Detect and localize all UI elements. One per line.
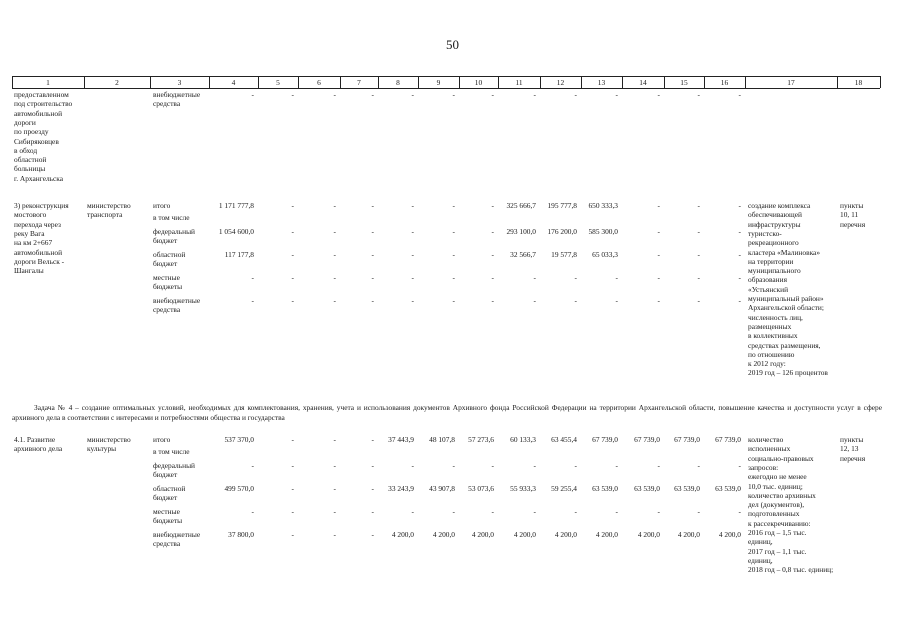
funding-value: - xyxy=(291,461,294,470)
funding-value: - xyxy=(333,273,336,282)
funding-value: - xyxy=(657,507,660,516)
note-reference: пункты xyxy=(840,435,864,444)
funding-source: итого xyxy=(153,201,171,210)
funding-source: федеральный xyxy=(153,227,195,236)
column-number: 4 xyxy=(231,78,236,87)
funding-value: 4 200,0 xyxy=(554,530,577,539)
funding-value: 32 566,7 xyxy=(510,250,536,259)
task-heading: Задача № 4 – создание оптимальных условий, необходимых для комплектования, хранения, учета и использования документов Архивного фонда Российской Федерации на территории Архангельской области, повышение качества и доступности услуг в сфере архивного дела в соответствии с интересами и потребностями общества и государства xyxy=(12,403,882,422)
funding-source: в том числе xyxy=(153,447,190,456)
funding-value: 67 739,0 xyxy=(592,435,618,444)
target-indicator: в коллективных xyxy=(748,331,798,341)
page-number: 50 xyxy=(446,37,459,52)
target-indicator: обеспечивающей xyxy=(748,210,802,220)
funding-value: - xyxy=(697,461,700,470)
note-reference: перечня xyxy=(840,453,866,463)
funding-value: 585 300,0 xyxy=(588,227,618,236)
column-number: 9 xyxy=(436,78,441,87)
funding-value: 19 577,8 xyxy=(551,250,577,259)
activity-name: Шангалы xyxy=(14,266,44,276)
target-indicator: численность лиц, xyxy=(748,312,803,322)
funding-source: в том числе xyxy=(153,213,190,222)
funding-value: - xyxy=(251,296,254,305)
funding-value: - xyxy=(657,227,660,236)
column-number: 11 xyxy=(515,78,523,87)
funding-value: - xyxy=(333,250,336,259)
activity-name: 4.1. Развитие xyxy=(14,435,56,444)
funding-value: 195 777,8 xyxy=(547,201,577,210)
funding-value: - xyxy=(491,250,494,259)
funding-value: - xyxy=(738,250,741,259)
funding-value: - xyxy=(657,461,660,470)
funding-value: - xyxy=(574,90,577,99)
funding-value: - xyxy=(291,250,294,259)
funding-value: - xyxy=(411,250,414,259)
funding-value: - xyxy=(371,435,374,444)
funding-value: - xyxy=(738,461,741,470)
funding-source: бюджет xyxy=(153,493,178,503)
funding-value: 1 054 600,0 xyxy=(218,227,254,236)
funding-value: 4 200,0 xyxy=(471,530,494,539)
funding-value: - xyxy=(491,227,494,236)
funding-value: - xyxy=(697,507,700,516)
funding-value: 650 333,3 xyxy=(588,201,618,210)
funding-value: - xyxy=(371,227,374,236)
funding-value: - xyxy=(333,530,336,539)
funding-source: областной xyxy=(153,250,186,259)
funding-value: - xyxy=(452,507,455,516)
funding-source: областной xyxy=(153,484,186,493)
target-indicator: 2019 год – 126 процентов xyxy=(748,368,828,378)
target-indicator: 2018 год – 0,8 тыс. единиц; xyxy=(748,565,834,575)
target-indicator: социально-правовых xyxy=(748,453,814,463)
funding-value: - xyxy=(411,507,414,516)
target-indicator: к 2012 году: xyxy=(748,359,786,369)
activity-name: перехода через xyxy=(14,219,61,229)
funding-value: 1 171 777,8 xyxy=(218,201,254,210)
funding-value: - xyxy=(697,201,700,210)
funding-value: - xyxy=(738,90,741,99)
target-indicator: 2017 год – 1,1 тыс. xyxy=(748,546,807,556)
funding-value: - xyxy=(615,90,618,99)
funding-value: 63 455,4 xyxy=(551,435,577,444)
funding-value: - xyxy=(371,484,374,493)
funding-value: 117 177,8 xyxy=(224,250,254,259)
funding-value: - xyxy=(491,507,494,516)
funding-value: - xyxy=(291,484,294,493)
funding-value: - xyxy=(574,461,577,470)
funding-value: - xyxy=(657,201,660,210)
funding-value: 4 200,0 xyxy=(677,530,700,539)
funding-value: - xyxy=(657,90,660,99)
funding-value: - xyxy=(738,507,741,516)
target-indicator: по отношению xyxy=(748,349,795,359)
funding-value: - xyxy=(333,435,336,444)
target-indicator: туристско- xyxy=(748,228,782,238)
target-indicator: запросов: xyxy=(748,462,779,472)
funding-value: 67 739,0 xyxy=(674,435,700,444)
funding-value: 499 570,0 xyxy=(224,484,254,493)
funding-value: 293 100,0 xyxy=(506,227,536,236)
target-indicator: исполненных xyxy=(748,444,791,454)
funding-source: бюджет xyxy=(153,236,178,246)
funding-value: - xyxy=(333,90,336,99)
funding-value: - xyxy=(371,296,374,305)
funding-value: - xyxy=(615,296,618,305)
funding-value: - xyxy=(574,296,577,305)
funding-value: - xyxy=(452,227,455,236)
funding-value: - xyxy=(697,250,700,259)
funding-value: - xyxy=(411,296,414,305)
responsible-executor: министерство xyxy=(87,435,131,444)
funding-value: 53 073,6 xyxy=(468,484,494,493)
activity-name: больницы xyxy=(14,164,46,174)
funding-value: - xyxy=(411,461,414,470)
funding-value: - xyxy=(291,507,294,516)
funding-value: - xyxy=(697,227,700,236)
funding-value: - xyxy=(533,461,536,470)
funding-source: бюджеты xyxy=(153,282,183,292)
funding-value: 4 200,0 xyxy=(513,530,536,539)
responsible-executor: транспорта xyxy=(87,210,123,220)
funding-value: - xyxy=(533,90,536,99)
column-number: 6 xyxy=(317,78,321,87)
column-number: 16 xyxy=(720,78,729,87)
target-indicator: Архангельской области; xyxy=(748,303,824,313)
target-indicator: на территории xyxy=(748,256,794,266)
funding-value: - xyxy=(291,90,294,99)
column-number: 12 xyxy=(556,78,565,87)
funding-source: бюджет xyxy=(153,259,178,269)
funding-value: 65 033,3 xyxy=(592,250,618,259)
funding-value: - xyxy=(615,273,618,282)
target-indicator: создание комплекса xyxy=(748,201,811,210)
funding-source: бюджеты xyxy=(153,516,183,526)
target-indicator: «Устьянский xyxy=(748,284,789,294)
funding-value: - xyxy=(533,296,536,305)
funding-value: - xyxy=(371,273,374,282)
funding-value: - xyxy=(371,250,374,259)
funding-value: - xyxy=(491,273,494,282)
funding-value: - xyxy=(333,201,336,210)
funding-value: - xyxy=(291,530,294,539)
funding-value: - xyxy=(615,461,618,470)
column-number: 14 xyxy=(639,78,647,87)
activity-name: мостового xyxy=(14,210,47,220)
funding-value: 63 539,0 xyxy=(715,484,741,493)
column-number: 15 xyxy=(680,78,688,87)
funding-value: 67 739,0 xyxy=(634,435,660,444)
funding-source: итого xyxy=(153,435,171,444)
note-reference: пункты xyxy=(840,201,864,210)
funding-value: 37 800,0 xyxy=(228,530,254,539)
funding-source: местные xyxy=(153,507,180,516)
funding-value: - xyxy=(371,461,374,470)
funding-value: - xyxy=(491,461,494,470)
funding-value: - xyxy=(491,296,494,305)
activity-name: областной xyxy=(14,155,47,165)
funding-value: - xyxy=(697,90,700,99)
funding-value: 48 107,8 xyxy=(429,435,455,444)
activity-name: предоставленном xyxy=(14,90,69,99)
table-rule xyxy=(12,88,880,89)
funding-value: - xyxy=(333,507,336,516)
funding-value: - xyxy=(738,227,741,236)
note-reference: перечня xyxy=(840,219,866,229)
funding-value: - xyxy=(533,273,536,282)
funding-value: 63 539,0 xyxy=(674,484,700,493)
activity-name: автомобильной xyxy=(14,247,63,257)
column-number: 17 xyxy=(787,78,795,87)
column-number: 18 xyxy=(854,78,863,87)
funding-value: - xyxy=(371,201,374,210)
funding-value: - xyxy=(615,507,618,516)
target-indicator: к рассекречиванию: xyxy=(748,518,811,528)
target-indicator: дел (документов), xyxy=(748,500,805,510)
target-indicator: количество архивных xyxy=(748,490,816,500)
funding-value: 4 200,0 xyxy=(718,530,741,539)
funding-value: - xyxy=(657,250,660,259)
activity-name: 3) реконструкция xyxy=(14,201,69,210)
funding-value: - xyxy=(291,201,294,210)
column-number: 2 xyxy=(115,78,119,87)
column-number: 10 xyxy=(474,78,483,87)
funding-value: - xyxy=(371,90,374,99)
funding-value: - xyxy=(452,90,455,99)
table-rule xyxy=(12,76,880,77)
funding-value: 63 539,0 xyxy=(592,484,618,493)
column-number: 7 xyxy=(357,78,361,87)
funding-value: - xyxy=(738,296,741,305)
funding-source: местные xyxy=(153,273,180,282)
funding-value: - xyxy=(533,507,536,516)
funding-source: средства xyxy=(153,539,181,549)
funding-value: - xyxy=(411,273,414,282)
funding-value: 4 200,0 xyxy=(432,530,455,539)
activity-name: в обход xyxy=(14,145,38,155)
funding-value: 59 255,4 xyxy=(551,484,577,493)
funding-value: - xyxy=(333,484,336,493)
funding-value: - xyxy=(333,227,336,236)
responsible-executor: культуры xyxy=(87,444,117,454)
funding-value: - xyxy=(333,461,336,470)
target-indicator: 2016 год – 1,5 тыс. xyxy=(748,528,807,537)
funding-value: - xyxy=(738,273,741,282)
column-number: 1 xyxy=(46,78,50,87)
funding-value: - xyxy=(574,273,577,282)
funding-value: 63 539,0 xyxy=(634,484,660,493)
funding-value: - xyxy=(291,435,294,444)
target-indicator: муниципальный район» xyxy=(748,294,824,303)
funding-value: 176 200,0 xyxy=(547,227,577,236)
note-reference: 10, 11 xyxy=(840,210,859,220)
funding-value: - xyxy=(251,273,254,282)
funding-value: - xyxy=(452,250,455,259)
funding-source: бюджет xyxy=(153,470,178,480)
funding-value: - xyxy=(452,461,455,470)
funding-value: - xyxy=(452,296,455,305)
activity-name: на км 2+667 xyxy=(14,238,53,248)
target-indicator: единиц, xyxy=(748,537,773,547)
responsible-executor: министерство xyxy=(87,201,131,210)
funding-value: 4 200,0 xyxy=(595,530,618,539)
funding-value: 67 739,0 xyxy=(715,435,741,444)
funding-value: - xyxy=(574,507,577,516)
funding-source: внебюджетные xyxy=(153,90,201,99)
activity-name: под строительство xyxy=(14,99,73,109)
funding-value: - xyxy=(251,507,254,516)
funding-value: - xyxy=(657,296,660,305)
column-number: 3 xyxy=(177,78,182,87)
funding-value: - xyxy=(697,273,700,282)
funding-value: - xyxy=(371,507,374,516)
funding-source: внебюджетные xyxy=(153,296,201,305)
header-divider xyxy=(880,76,881,88)
activity-name: дороги xyxy=(14,117,36,127)
column-number: 8 xyxy=(396,78,400,87)
funding-value: 537 370,0 xyxy=(224,435,254,444)
funding-source: средства xyxy=(153,305,181,315)
funding-value: - xyxy=(333,296,336,305)
activity-name: по проезду xyxy=(14,127,49,137)
funding-value: - xyxy=(251,461,254,470)
funding-source: внебюджетные xyxy=(153,530,201,539)
funding-value: - xyxy=(452,201,455,210)
activity-name: дороги Вельск - xyxy=(14,256,65,266)
note-reference: 12, 13 xyxy=(840,444,859,454)
funding-value: - xyxy=(738,201,741,210)
activity-name: архивного дела xyxy=(14,444,63,454)
funding-value: 43 907,8 xyxy=(429,484,455,493)
target-indicator: инфраструктуры xyxy=(748,219,801,229)
target-indicator: средствах размещения, xyxy=(748,340,821,350)
funding-value: - xyxy=(491,201,494,210)
funding-value: - xyxy=(411,227,414,236)
column-number: 5 xyxy=(276,78,280,87)
target-indicator: кластера «Малиновка» xyxy=(748,247,821,257)
funding-value: - xyxy=(291,273,294,282)
activity-name: реку Вага xyxy=(14,228,45,238)
funding-value: 325 666,7 xyxy=(506,201,536,210)
funding-value: - xyxy=(452,273,455,282)
activity-name: Сибиряковцев xyxy=(14,136,59,146)
funding-value: 55 933,3 xyxy=(510,484,536,493)
funding-source: средства xyxy=(153,99,181,109)
funding-value: 4 200,0 xyxy=(391,530,414,539)
target-indicator: подготовленных xyxy=(748,509,800,519)
target-indicator: образования xyxy=(748,275,787,285)
funding-source: федеральный xyxy=(153,461,195,470)
target-indicator: муниципального xyxy=(748,266,801,276)
funding-value: 60 133,3 xyxy=(510,435,536,444)
target-indicator: количество xyxy=(748,435,784,444)
funding-value: - xyxy=(251,90,254,99)
target-indicator: единиц, xyxy=(748,555,773,565)
funding-value: 33 243,9 xyxy=(388,484,414,493)
funding-value: - xyxy=(371,530,374,539)
target-indicator: ежегодно не менее xyxy=(748,472,807,482)
column-number: 13 xyxy=(597,78,606,87)
funding-value: - xyxy=(291,227,294,236)
target-indicator: размещенных xyxy=(748,321,792,331)
funding-value: 57 273,6 xyxy=(468,435,494,444)
funding-value: 37 443,9 xyxy=(388,435,414,444)
funding-value: - xyxy=(657,273,660,282)
funding-value: 4 200,0 xyxy=(637,530,660,539)
target-indicator: 10,0 тыс. единиц; xyxy=(748,481,803,491)
target-indicator: рекреационного xyxy=(748,238,799,248)
activity-name: автомобильной xyxy=(14,108,63,118)
funding-value: - xyxy=(411,201,414,210)
funding-value: - xyxy=(291,296,294,305)
funding-value: - xyxy=(491,90,494,99)
activity-name: г. Архангельска xyxy=(14,173,64,183)
funding-value: - xyxy=(697,296,700,305)
funding-value: - xyxy=(411,90,414,99)
